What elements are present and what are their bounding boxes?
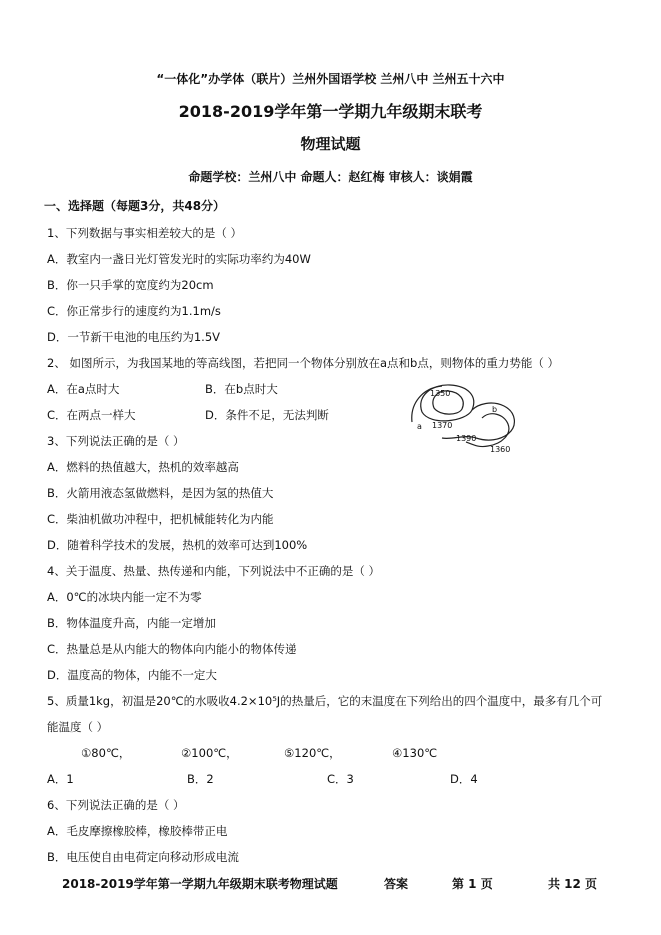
q5-stem-line1: 5、质量1kg，初温是20℃的水吸收4.2×10⁵J的热量后，它的末温度在下列给出的四个温度中，最多有几个可	[47, 694, 603, 708]
figure-label-a: a	[417, 422, 422, 431]
figure-label-1360: 1360	[490, 445, 511, 454]
q3-stem: 3、下列说法正确的是（ ）	[47, 434, 185, 448]
q4-stem: 4、关于温度、热量、热传递和内能，下列说法中不正确的是（ ）	[47, 564, 380, 578]
q1-stem: 1、下列数据与事实相差较大的是（ ）	[47, 226, 242, 240]
figure-label-1350: 1350	[430, 389, 451, 398]
q5-temp-1: ①80℃，	[81, 746, 131, 760]
q1-option-d: D．一节新干电池的电压约为1.5V	[47, 330, 221, 344]
q2-option-c: C．在两点一样大	[47, 408, 136, 422]
q3-option-a: A．燃料的热值越大，热机的效率越高	[47, 460, 239, 474]
q5-temp-2: ②100℃，	[181, 746, 238, 760]
credits-line: 命题学校：兰州八中 命题人：赵红梅 审核人：谈娟霞	[188, 170, 473, 184]
q2-stem: 2、 如图所示，为我国某地的等高线图，若把同一个物体分别放在a点和b点，则物体的重力势能（ ）	[47, 356, 559, 370]
q2-option-d: D．条件不足，无法判断	[205, 408, 329, 422]
q4-option-a: A．0℃的冰块内能一定不为零	[47, 590, 202, 604]
subject-title: 物理试题	[300, 135, 361, 153]
footer-page: 第 1 页	[452, 877, 493, 891]
footer-total: 共 12 页	[548, 877, 598, 891]
footer-answer: 答案	[384, 877, 409, 891]
q5-temp-4: ④130℃	[392, 746, 438, 760]
q5-option-b: B．2	[187, 772, 214, 786]
q4-option-c: C．热量总是从内能大的物体向内能小的物体传递	[47, 642, 297, 656]
exam-title: 2018-2019学年第一学期九年级期末联考	[178, 102, 483, 121]
q3-option-d: D．随着科学技术的发展，热机的效率可达到100%	[47, 538, 308, 552]
contour-1390	[412, 386, 515, 440]
q6-option-b: B．电压使自由电荷定向移动形成电流	[47, 850, 239, 864]
q3-option-b: B．火箭用液态氢做燃料，是因为氢的热值大	[47, 486, 274, 500]
schools-header: “一体化”办学体（联片）兰州外国语学校 兰州八中 兰州五十六中	[156, 72, 505, 86]
section-heading: 一、选择题（每题3分，共48分）	[44, 199, 226, 213]
figure-label-1390: 1390	[456, 434, 477, 443]
q1-option-a: A．教室内一盏日光灯管发光时的实际功率约为40W	[47, 252, 311, 266]
q5-option-a: A．1	[47, 772, 74, 786]
q2-option-b: B．在b点时大	[205, 382, 278, 396]
figure-label-1370: 1370	[432, 421, 453, 430]
footer-title: 2018-2019学年第一学期九年级期末联考物理试题	[62, 877, 338, 891]
q6-stem: 6、下列说法正确的是（ ）	[47, 798, 185, 812]
q4-option-d: D．温度高的物体，内能不一定大	[47, 668, 217, 682]
q3-option-c: C．柴油机做功冲程中，把机械能转化为内能	[47, 512, 274, 526]
q5-option-d: D．4	[450, 772, 478, 786]
q5-option-c: C．3	[327, 772, 354, 786]
figure-label-b: b	[492, 405, 498, 414]
q5-temp-3: ⑤120℃，	[284, 746, 341, 760]
q1-option-b: B．你一只手掌的宽度约为20cm	[47, 278, 214, 292]
q1-option-c: C．你正常步行的速度约为1.1m/s	[47, 304, 221, 318]
q2-option-a: A．在a点时大	[47, 382, 120, 396]
contour-map-figure	[408, 382, 528, 458]
q6-option-a: A．毛皮摩擦橡胶棒，橡胶棒带正电	[47, 824, 228, 838]
q5-stem-line2: 能温度（ ）	[47, 720, 109, 734]
q4-option-b: B．物体温度升高，内能一定增加	[47, 616, 216, 630]
